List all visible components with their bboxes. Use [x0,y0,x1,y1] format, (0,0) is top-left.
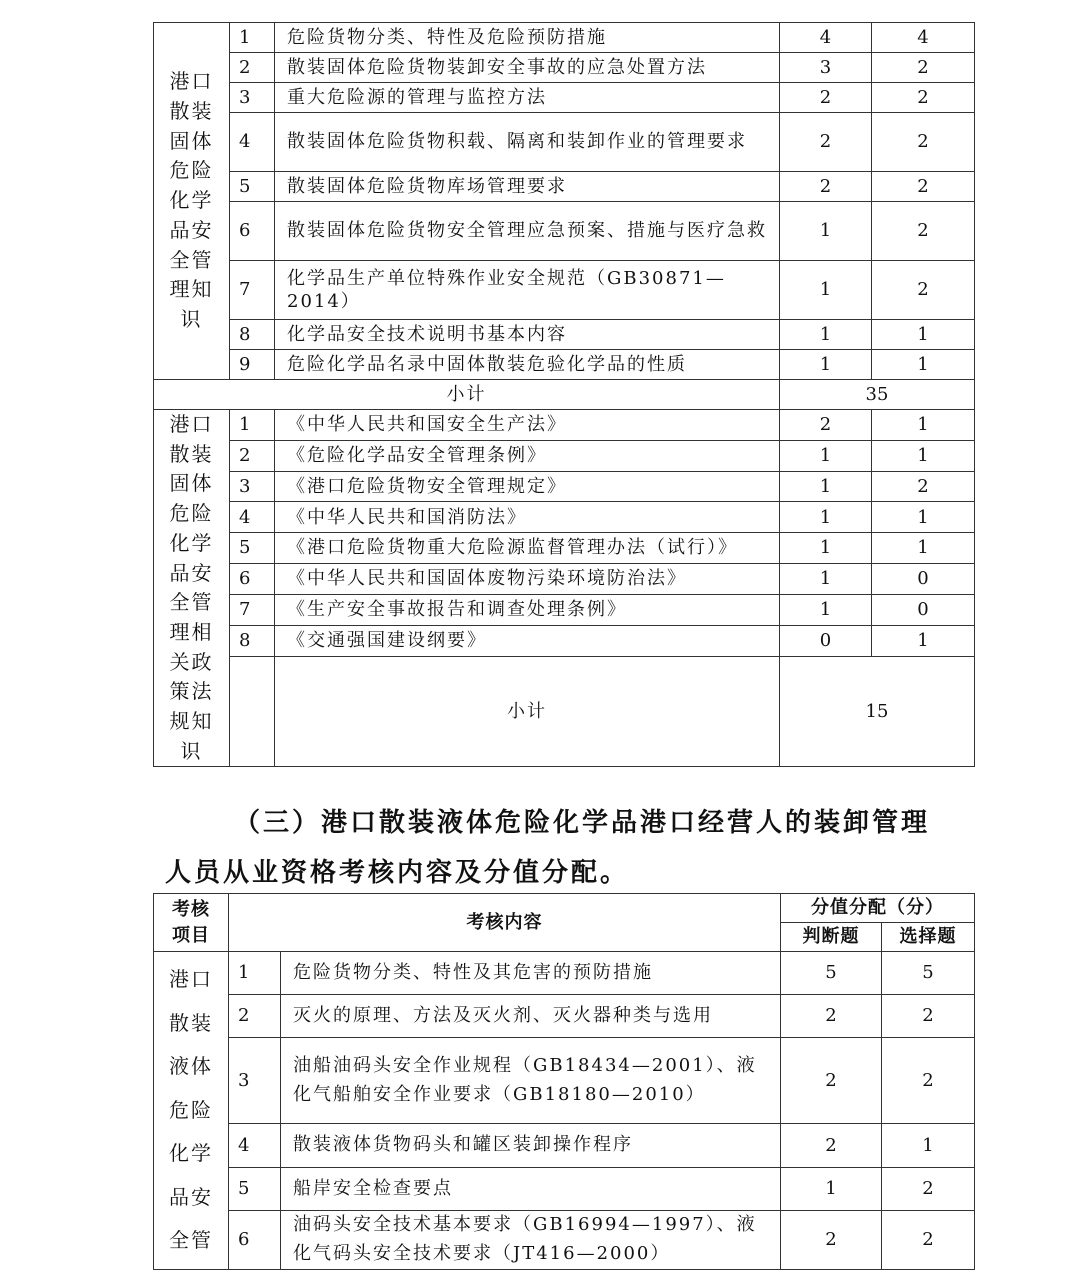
item-content: 散装固体危险货物安全管理应急预案、措施与医疗急救 [275,202,780,261]
category-line: 化学 [169,1141,213,1165]
item-content: 危险货物分类、特性及危险预防措施 [275,23,780,53]
judge-score: 1 [780,594,872,625]
choice-score: 1 [872,625,975,656]
choice-score: 1 [882,1124,975,1168]
category-cell [154,952,229,1270]
item-content: 《港口危险货物重大危险源监督管理办法（试行）》 [275,533,780,564]
assessment-table-liquid [153,893,975,1270]
choice-score: 0 [872,564,975,595]
judge-score: 1 [780,440,872,471]
item-number: 5 [229,1168,281,1211]
category-line: 液体 [169,1054,213,1078]
category-line: 危险 [169,501,214,526]
table-row [154,53,975,83]
table-row [154,202,975,261]
category-line: 化学 [169,188,214,213]
judge-score: 1 [780,471,872,502]
category-line: 关政 [169,649,214,674]
item-number: 7 [230,261,275,320]
table-row [154,113,975,172]
category-line: 全管 [169,247,214,272]
judge-score: 4 [780,23,872,53]
category-line: 固体 [169,471,214,496]
empty-number [230,656,275,767]
item-content: 散装液体货物码头和罐区装卸操作程序 [281,1124,781,1168]
category-line: 识 [180,738,203,763]
category-line: 散装 [169,441,214,466]
item-number: 7 [230,594,275,625]
item-content: 油船油码头安全作业规程（GB18434—2001）、液化气船舶安全作业要求（GB18180—2010） [281,1038,781,1124]
item-number: 8 [230,625,275,656]
choice-score: 2 [882,1211,975,1270]
item-number: 1 [229,952,281,995]
item-number: 1 [230,23,275,53]
table-row [154,1168,975,1211]
table-row [154,172,975,202]
table-row [154,261,975,320]
item-content: 《中华人民共和国固体废物污染环境防治法》 [275,564,780,595]
judge-score: 2 [781,1124,882,1168]
judge-score: 2 [781,1038,882,1124]
judge-score: 2 [780,113,872,172]
judge-score: 1 [780,202,872,261]
table-row [154,320,975,350]
choice-score: 4 [872,23,975,53]
category-line: 散装 [169,1010,213,1035]
table-row [154,410,975,441]
category-line: 理相 [169,619,214,644]
section-heading-line2: 人员从业资格考核内容及分值分配。 [165,858,630,888]
assessment-table-solid [153,22,975,767]
item-content: 重大危险源的管理与监控方法 [275,83,780,113]
table-row [154,533,975,564]
item-number: 4 [230,113,275,172]
item-number: 6 [229,1211,281,1270]
choice-score: 2 [872,83,975,113]
table-row [154,83,975,113]
item-number: 4 [229,1124,281,1168]
choice-score: 2 [872,172,975,202]
choice-score: 2 [882,1168,975,1211]
item-content: 化学品安全技术说明书基本内容 [275,320,780,350]
choice-score: 2 [872,113,975,172]
item-content: 灭火的原理、方法及灭火剂、灭火器种类与选用 [281,995,781,1038]
category-line: 港口 [169,967,213,991]
category-line: 危险 [169,158,214,183]
item-number: 5 [230,533,275,564]
item-number: 6 [230,202,275,261]
item-content: 油码头安全技术基本要求（GB16994—1997）、液化气码头安全技术要求（JT416—2000） [281,1211,781,1270]
header-judge: 判断题 [781,923,882,952]
item-number: 3 [229,1038,281,1124]
choice-score: 2 [872,202,975,261]
item-content: 《中华人民共和国消防法》 [275,502,780,533]
judge-score: 1 [780,533,872,564]
item-number: 8 [230,320,275,350]
judge-score: 1 [781,1168,882,1211]
category-line: 全管 [169,1228,213,1252]
header-item-line2: 项目 [172,924,210,946]
table-row [154,502,975,533]
subtotal-value: 35 [780,380,975,410]
item-content: 危险化学品名录中固体散装危验化学品的性质 [275,350,780,380]
choice-score: 1 [872,440,975,471]
category-cell [154,410,230,767]
table-row [154,1211,975,1270]
table-row [154,23,975,53]
table-row [154,471,975,502]
choice-score: 2 [872,53,975,83]
section-heading-line1: （三）港口散装液体危险化学品港口经营人的装卸管理 [234,808,931,838]
judge-score: 2 [780,172,872,202]
choice-score: 0 [872,594,975,625]
category-line: 策法 [169,679,214,704]
category-line: 识 [180,306,203,331]
item-number: 2 [230,440,275,471]
choice-score: 1 [872,502,975,533]
table-row [154,995,975,1038]
item-number: 2 [230,53,275,83]
item-content: 化学品生产单位特殊作业安全规范（GB30871—2014） [275,261,780,320]
header-item-line1: 考核 [172,898,210,920]
item-number: 1 [230,410,275,441]
item-content: 船岸安全检查要点 [281,1168,781,1211]
item-content: 《港口危险货物安全管理规定》 [275,471,780,502]
choice-score: 1 [872,533,975,564]
item-content: 危险货物分类、特性及其危害的预防措施 [281,952,781,995]
judge-score: 1 [780,564,872,595]
item-content: 《交通强国建设纲要》 [275,625,780,656]
table-row [154,564,975,595]
category-line: 品安 [169,1184,213,1209]
item-number: 9 [230,350,275,380]
category-line: 规知 [169,709,214,734]
item-content: 散装固体危险货物积载、隔离和装卸作业的管理要求 [275,113,780,172]
header-content: 考核内容 [229,894,781,952]
table-row [154,350,975,380]
choice-score: 5 [882,952,975,995]
judge-score: 0 [780,625,872,656]
item-content: 《中华人民共和国安全生产法》 [275,410,780,441]
category-line: 固体 [169,128,214,153]
judge-score: 5 [781,952,882,995]
subtotal-value: 15 [780,656,975,767]
choice-score: 1 [872,350,975,380]
category-line: 化学 [169,530,214,555]
category-line: 危险 [169,1097,213,1122]
item-number: 3 [230,471,275,502]
header-choice: 选择题 [882,923,975,952]
table-row [154,1124,975,1168]
judge-score: 2 [780,83,872,113]
item-content: 《危险化学品安全管理条例》 [275,440,780,471]
judge-score: 1 [780,320,872,350]
header-item [154,894,229,952]
subtotal-label: 小计 [275,656,780,767]
item-number: 5 [230,172,275,202]
choice-score: 2 [872,261,975,320]
judge-score: 1 [780,502,872,533]
category-line: 理知 [169,277,214,302]
choice-score: 2 [872,471,975,502]
judge-score: 2 [781,1211,882,1270]
item-content: 散装固体危险货物装卸安全事故的应急处置方法 [275,53,780,83]
category-line: 散装 [169,99,214,124]
judge-score: 2 [780,410,872,441]
item-number: 2 [229,995,281,1038]
choice-score: 2 [882,995,975,1038]
choice-score: 1 [872,410,975,441]
table-row [154,594,975,625]
subtotal-row [154,380,975,410]
subtotal-label: 小计 [154,380,780,410]
category-line: 全管 [169,590,214,615]
judge-score: 3 [780,53,872,83]
table-row [154,1038,975,1124]
judge-score: 2 [781,995,882,1038]
item-number: 6 [230,564,275,595]
table-row [154,625,975,656]
category-line: 港口 [169,412,214,436]
subtotal-row [154,656,975,767]
table-row [154,952,975,995]
category-line: 品安 [169,217,214,242]
category-line: 港口 [169,69,214,94]
judge-score: 1 [780,350,872,380]
header-score: 分值分配（分） [781,894,975,923]
judge-score: 1 [780,261,872,320]
item-number: 3 [230,83,275,113]
choice-score: 2 [882,1038,975,1124]
category-cell [154,23,230,380]
category-line: 品安 [169,560,214,585]
item-content: 散装固体危险货物库场管理要求 [275,172,780,202]
table-row [154,440,975,471]
choice-score: 1 [872,320,975,350]
item-content: 《生产安全事故报告和调查处理条例》 [275,594,780,625]
item-number: 4 [230,502,275,533]
